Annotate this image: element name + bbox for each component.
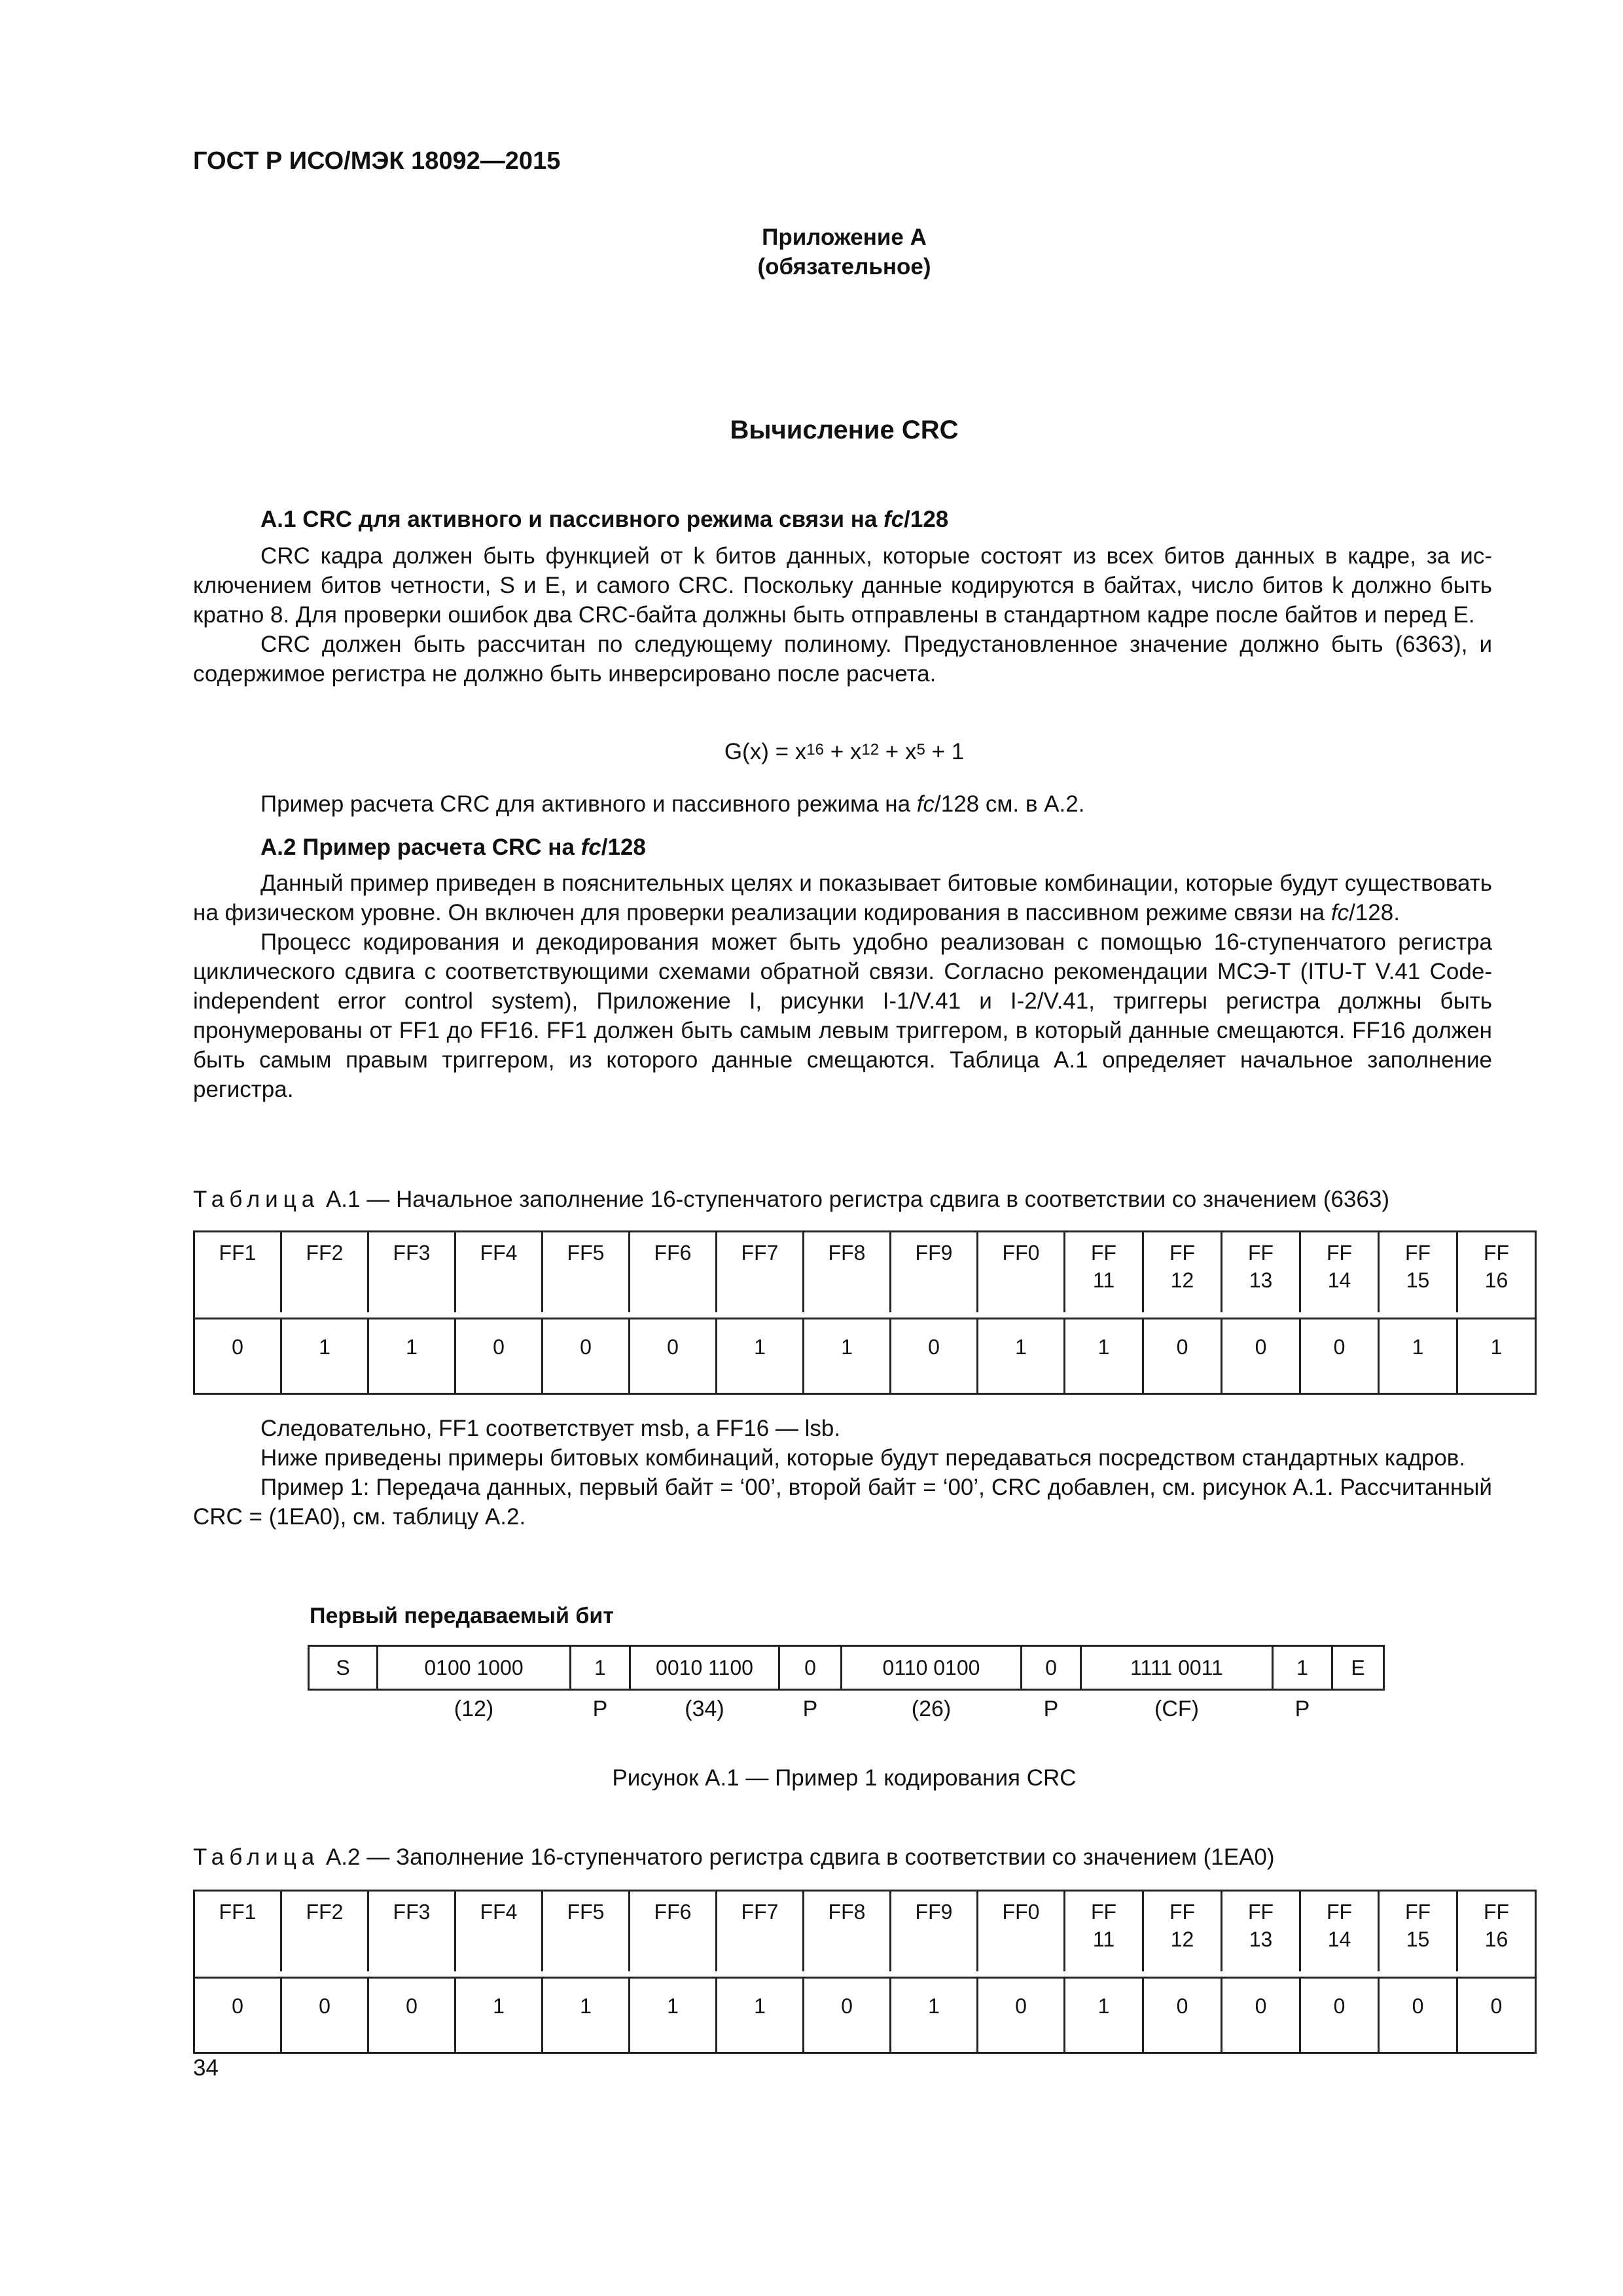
frame-cell: E bbox=[1332, 1646, 1384, 1690]
paragraph: CRC кадра должен быть функцией от k битов данных, которые состоят из всех битов данных в кадре, за исключением битов четности, S и E, и самого CRC. Поскольку данные кодируются в байтах, число битов k должно быть кратно 8. Для проверки ошибок два CRC-байта должны быть отправлены в стандартном кадре после байтов и перед E. bbox=[193, 543, 1492, 628]
header-cell bbox=[1143, 1232, 1222, 1313]
header-cell bbox=[194, 1232, 281, 1313]
frame-byte-label: P bbox=[592, 1696, 608, 1721]
header-cell-text: FF bbox=[1483, 1241, 1510, 1265]
header-cell-text: FF bbox=[1247, 1241, 1274, 1265]
section-a1-text bbox=[193, 541, 1492, 689]
value-cell: 0 bbox=[1143, 1978, 1222, 2053]
header-cell-text: FF bbox=[1326, 1900, 1353, 1924]
header-cell bbox=[1379, 1232, 1457, 1313]
header-cell-text: FF7 bbox=[741, 1900, 779, 1924]
header-cell bbox=[804, 1891, 891, 1972]
document-header: ГОСТ Р ИСО/МЭК 18092—2015 bbox=[193, 147, 561, 175]
header-cell-text: FF6 bbox=[654, 1241, 692, 1265]
paragraph: CRC должен быть рассчитан по следующему полиному. Предустановленное значение должно быть (6363), и содержимое регистра не должно быть инверсировано после расчета. bbox=[193, 632, 1492, 687]
value-cell: 0 bbox=[630, 1319, 717, 1394]
value-cell: 1 bbox=[891, 1978, 978, 2053]
header-cell-text: FF5 bbox=[567, 1241, 605, 1265]
header-cell-text: FF9 bbox=[915, 1900, 953, 1924]
frame-cell: 1 bbox=[571, 1646, 630, 1690]
frame-cell: 0100 1000 bbox=[378, 1646, 571, 1690]
section-heading-a2: А.2 Пример расчета CRC на fc/128 bbox=[260, 834, 646, 860]
header-cell bbox=[1065, 1232, 1143, 1313]
table-a1 bbox=[193, 1230, 1537, 1395]
header-cell bbox=[543, 1891, 630, 1972]
header-cell bbox=[891, 1891, 978, 1972]
header-cell-text: FF3 bbox=[393, 1241, 431, 1265]
value-cell: 0 bbox=[1457, 1978, 1536, 2053]
header-cell-text: FF3 bbox=[393, 1900, 431, 1924]
header-cell bbox=[281, 1232, 368, 1313]
section-a1-reference bbox=[193, 789, 1492, 819]
value-cell: 0 bbox=[194, 1319, 281, 1394]
header-cell-text: 14 bbox=[1327, 1268, 1351, 1292]
header-cell bbox=[1143, 1891, 1222, 1972]
header-cell bbox=[455, 1891, 543, 1972]
paragraph: Процесс кодирования и декодирования может быть удобно реализован с помощью 16-ступенчатого регистра циклического сдвига с соответствующими схемами обратной связи. Согласно рекомендации МСЭ-Т (ITU-T V.41 Code-independent error control system), Приложение I, рисунки I-1/V.41 и I-2/V.41, триггеры регистра должны быть пронумерованы от FF1 до FF16. FF1 должен быть самым левым триггером, в который данные смещаются. FF16 должен быть самым правым триггером, из которого данные смещаются. Таблица А.1 определяет начальное заполнение регистра. bbox=[193, 929, 1492, 1102]
header-cell bbox=[1065, 1891, 1143, 1972]
paragraph: Пример 1: Передача данных, первый байт = ‘00’, второй байт = ‘00’, CRC добавлен, см. рисунок А.1. Рассчитанный CRC = (1EA0), см. таблицу А.2. bbox=[193, 1475, 1492, 1530]
value-cell: 1 bbox=[630, 1978, 717, 2053]
table-a2 bbox=[193, 1890, 1537, 2054]
header-cell-text: 14 bbox=[1327, 1928, 1351, 1951]
header-cell-text: 13 bbox=[1249, 1268, 1273, 1292]
header-cell-text: FF7 bbox=[741, 1241, 779, 1265]
value-cell: 1 bbox=[455, 1978, 543, 2053]
header-cell bbox=[804, 1232, 891, 1313]
header-cell-text: FF bbox=[1483, 1900, 1510, 1924]
header-cell-text: FF9 bbox=[915, 1241, 953, 1265]
frame-cell: 0 bbox=[779, 1646, 842, 1690]
value-cell: 1 bbox=[368, 1319, 455, 1394]
header-cell bbox=[455, 1232, 543, 1313]
figure-a1-caption: Рисунок А.1 — Пример 1 кодирования CRC bbox=[612, 1765, 1077, 1791]
value-cell: 1 bbox=[717, 1319, 804, 1394]
header-cell-text: 12 bbox=[1170, 1928, 1194, 1951]
header-cell bbox=[978, 1891, 1065, 1972]
header-cell-text: FF0 bbox=[1002, 1900, 1040, 1924]
frame-cell: 1111 0011 bbox=[1081, 1646, 1273, 1690]
value-cell: 0 bbox=[1379, 1978, 1457, 2053]
frame-byte-label: (26) bbox=[911, 1696, 952, 1721]
polynomial-formula: $G(x) = x^{16} + x^{12} + x^5 + 1$ bbox=[724, 739, 965, 764]
explanation-text bbox=[193, 1414, 1492, 1532]
section-a2-text bbox=[193, 869, 1492, 1104]
value-cell: 1 bbox=[1065, 1978, 1143, 2053]
header-cell-text: FF2 bbox=[306, 1900, 344, 1924]
header-cell bbox=[717, 1891, 804, 1972]
value-cell: 0 bbox=[281, 1978, 368, 2053]
header-cell bbox=[1222, 1232, 1300, 1313]
frame-byte-label: P bbox=[1043, 1696, 1059, 1721]
header-cell-text: FF4 bbox=[480, 1241, 518, 1265]
header-cell-text: FF5 bbox=[567, 1900, 605, 1924]
frame-byte-label: (34) bbox=[685, 1696, 724, 1721]
paragraph: Данный пример приведен в пояснительных целях и показывает битовые комбинации, которые будут существовать на физическом уровне. Он включен для проверки реализации кодирования в пассивном режиме связи на fc/128. bbox=[193, 870, 1492, 925]
value-cell: 0 bbox=[368, 1978, 455, 2053]
appendix-status: (обязательное) bbox=[757, 254, 931, 279]
value-cell: 0 bbox=[1300, 1978, 1379, 2053]
value-cell: 0 bbox=[804, 1978, 891, 2053]
paragraph: Пример расчета CRC для активного и пассивного режима на fc/128 см. в А.2. bbox=[260, 791, 1085, 817]
frame-byte-label: (12) bbox=[454, 1696, 494, 1721]
header-cell-text: FF bbox=[1247, 1900, 1274, 1924]
header-cell-text: FF bbox=[1090, 1900, 1117, 1924]
header-cell bbox=[630, 1891, 717, 1972]
header-cell-text: FF8 bbox=[828, 1900, 866, 1924]
value-cell: 1 bbox=[281, 1319, 368, 1394]
paragraph: Ниже приведены примеры битовых комбинаций, которые будут передаваться посредством стандартных кадров. bbox=[260, 1445, 1466, 1471]
header-cell-text: FF6 bbox=[654, 1900, 692, 1924]
header-cell-text: FF0 bbox=[1002, 1241, 1040, 1265]
header-cell bbox=[978, 1232, 1065, 1313]
header-cell-text: 12 bbox=[1170, 1268, 1194, 1292]
header-cell bbox=[1457, 1891, 1536, 1972]
frame-byte-label: (CF) bbox=[1154, 1696, 1199, 1721]
value-cell: 0 bbox=[1222, 1319, 1300, 1394]
value-cell: 0 bbox=[455, 1319, 543, 1394]
value-cell: 1 bbox=[1379, 1319, 1457, 1394]
header-cell bbox=[368, 1232, 455, 1313]
appendix-title: Приложение А bbox=[762, 224, 927, 250]
header-cell-text: FF1 bbox=[219, 1241, 257, 1265]
table-a2-caption: Таблица А.2 — Заполнение 16-ступенчатого регистра сдвига в соответствии со значением (1EA0) bbox=[193, 1844, 1275, 1870]
paragraph: Следовательно, FF1 соответствует msb, а FF16 — lsb. bbox=[260, 1416, 841, 1441]
header-cell bbox=[1300, 1891, 1379, 1972]
header-cell-text: FF4 bbox=[480, 1900, 518, 1924]
header-cell bbox=[1300, 1232, 1379, 1313]
frame-cell: 0110 0100 bbox=[842, 1646, 1022, 1690]
header-cell bbox=[717, 1232, 804, 1313]
frame-cell: S bbox=[309, 1646, 378, 1690]
header-cell-text: FF1 bbox=[219, 1900, 257, 1924]
header-cell bbox=[1222, 1891, 1300, 1972]
header-cell bbox=[194, 1891, 281, 1972]
crc-frame-diagram bbox=[308, 1645, 1385, 1691]
header-cell-text: 11 bbox=[1092, 1928, 1115, 1951]
value-cell: 1 bbox=[1065, 1319, 1143, 1394]
header-cell-text: 15 bbox=[1406, 1928, 1430, 1951]
header-cell bbox=[543, 1232, 630, 1313]
frame-cell: 0010 1100 bbox=[630, 1646, 779, 1690]
value-cell: 0 bbox=[1300, 1319, 1379, 1394]
header-cell-text: FF bbox=[1404, 1900, 1431, 1924]
value-cell: 0 bbox=[194, 1978, 281, 2053]
header-cell bbox=[1379, 1891, 1457, 1972]
value-cell: 1 bbox=[978, 1319, 1065, 1394]
header-cell-text: 16 bbox=[1484, 1268, 1508, 1292]
value-cell: 1 bbox=[717, 1978, 804, 2053]
header-cell bbox=[281, 1891, 368, 1972]
value-cell: 0 bbox=[1143, 1319, 1222, 1394]
header-cell-text: FF bbox=[1169, 1900, 1196, 1924]
header-cell-text: FF bbox=[1326, 1241, 1353, 1265]
value-cell: 0 bbox=[978, 1978, 1065, 2053]
first-transmitted-bit-label: Первый передаваемый бит bbox=[310, 1604, 614, 1628]
value-cell: 0 bbox=[891, 1319, 978, 1394]
header-cell-text: FF2 bbox=[306, 1241, 344, 1265]
value-cell: 1 bbox=[543, 1978, 630, 2053]
value-cell: 1 bbox=[804, 1319, 891, 1394]
frame-cell: 0 bbox=[1022, 1646, 1081, 1690]
header-cell bbox=[891, 1232, 978, 1313]
header-cell bbox=[368, 1891, 455, 1972]
value-cell: 0 bbox=[543, 1319, 630, 1394]
page-number: 34 bbox=[193, 2055, 219, 2081]
section-heading-a1: А.1 CRC для активного и пассивного режима связи на fc/128 bbox=[260, 507, 949, 532]
header-cell-text: 16 bbox=[1484, 1928, 1508, 1951]
header-cell bbox=[630, 1232, 717, 1313]
header-cell-text: 13 bbox=[1249, 1928, 1273, 1951]
header-cell-text: 15 bbox=[1406, 1268, 1430, 1292]
frame-byte-label: P bbox=[1294, 1696, 1310, 1721]
value-cell: 1 bbox=[1457, 1319, 1536, 1394]
header-cell-text: FF bbox=[1169, 1241, 1196, 1265]
frame-byte-label: P bbox=[802, 1696, 818, 1721]
header-cell-text: FF bbox=[1090, 1241, 1117, 1265]
header-cell-text: FF8 bbox=[828, 1241, 866, 1265]
header-cell bbox=[1457, 1232, 1536, 1313]
page-title: Вычисление CRC bbox=[730, 416, 959, 444]
header-cell-text: 11 bbox=[1092, 1268, 1115, 1292]
value-cell: 0 bbox=[1222, 1978, 1300, 2053]
frame-cell: 1 bbox=[1273, 1646, 1332, 1690]
table-a1-caption: Таблица А.1 — Начальное заполнение 16-ступенчатого регистра сдвига в соответствии со значением (6363) bbox=[193, 1187, 1390, 1212]
appendix-label bbox=[746, 223, 942, 281]
header-cell-text: FF bbox=[1404, 1241, 1431, 1265]
